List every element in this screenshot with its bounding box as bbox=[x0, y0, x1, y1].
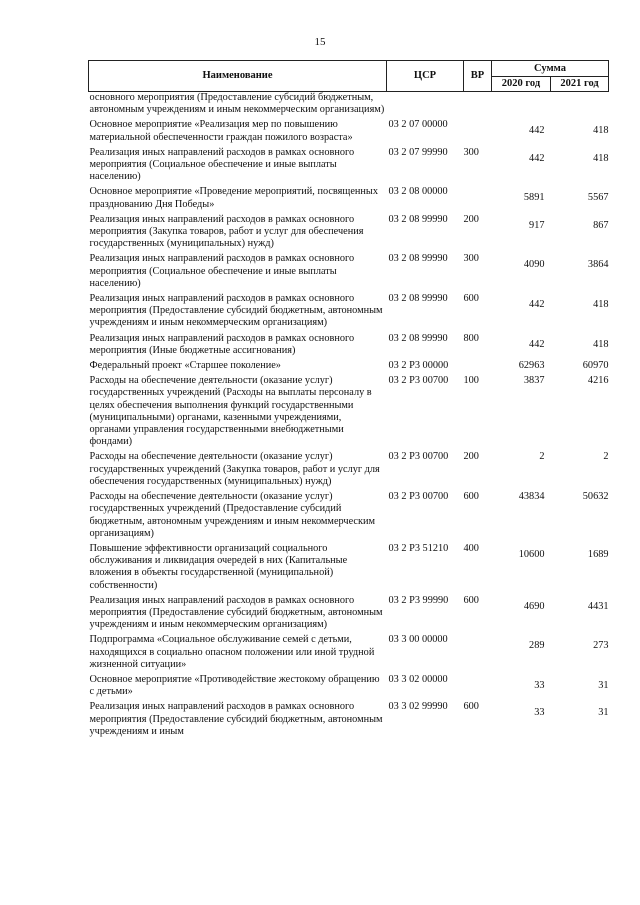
row-vr-cell: 300 bbox=[463, 253, 479, 265]
row-vr-cell: 300 bbox=[463, 146, 479, 158]
row-vr-cell: 800 bbox=[463, 332, 479, 344]
row-csr-cell: 03 2 P3 00700 bbox=[388, 491, 449, 503]
row-vr-cell bbox=[464, 186, 492, 213]
row-sum-2020-cell: 442 bbox=[529, 152, 545, 164]
row-sum-2021-cell bbox=[551, 92, 609, 120]
row-sum-2021-cell: 5567 bbox=[587, 192, 609, 204]
row-sum-2020-cell: 33 bbox=[534, 679, 545, 691]
row-sum-2021-cell: 273 bbox=[593, 640, 609, 652]
row-name-cell: Расходы на обеспечение деятельности (оказание услуг) государственных учреждений (Закупка товаров, работ и услуг для обеспечения государственных (муниципальных) нужд) bbox=[89, 451, 380, 487]
table-row bbox=[89, 293, 609, 333]
row-name-cell: Подпрограмма «Социальное обслуживание семей с детьми, находящихся в социально опасном положении или иной трудной жизненной ситуации» bbox=[89, 634, 375, 670]
table-row bbox=[89, 92, 609, 120]
row-sum-2020-cell: 33 bbox=[534, 707, 545, 719]
row-sum-2020-cell: 289 bbox=[529, 640, 545, 652]
table-row bbox=[89, 674, 609, 701]
budget-table bbox=[88, 60, 609, 741]
row-sum-2021-cell: 1689 bbox=[587, 548, 609, 560]
row-name-cell: Основное мероприятие «Реализация мер по повышению материальной обеспеченности граждан пожилого возраста» bbox=[89, 119, 353, 143]
row-name-cell: Реализация иных направлений расходов в рамках основного мероприятия (Социальное обеспечение и иные выплаты населению) bbox=[89, 146, 355, 183]
row-csr-cell: 03 2 08 99990 bbox=[388, 253, 448, 265]
table-row bbox=[89, 119, 609, 146]
row-csr-cell: 03 2 07 99990 bbox=[388, 146, 448, 158]
row-name-cell: Реализация иных направлений расходов в рамках основного мероприятия (Социальное обеспечение и иные выплаты населению) bbox=[89, 253, 355, 289]
row-sum-2020-cell: 4690 bbox=[523, 600, 545, 612]
row-csr-cell: 03 2 08 99990 bbox=[388, 213, 448, 225]
row-vr-cell: 100 bbox=[463, 375, 479, 387]
row-sum-2021-cell: 418 bbox=[593, 338, 609, 350]
row-csr-cell: 03 2 P3 99990 bbox=[388, 594, 449, 606]
row-name-cell: Реализация иных направлений расходов в рамках основного мероприятия (Предоставление субсидий бюджетным, автономным учреждениям и иным некоммерческим организациям) bbox=[89, 594, 383, 631]
header-vr: ВР bbox=[464, 61, 492, 92]
row-csr-cell: 03 3 02 99990 bbox=[388, 701, 448, 713]
row-vr-cell bbox=[464, 119, 492, 146]
table-row bbox=[89, 186, 609, 213]
table-row bbox=[89, 701, 609, 741]
row-name-cell: Федеральный проект «Старшее поколение» bbox=[89, 360, 281, 372]
header-year-2021: 2021 год bbox=[551, 77, 609, 92]
row-name-cell: Основное мероприятие «Проведение мероприятий, посвященных празднованию Дня Победы» bbox=[89, 186, 378, 210]
table-row bbox=[89, 491, 609, 543]
row-sum-2021-cell: 418 bbox=[593, 152, 609, 164]
row-csr-cell: 03 2 07 00000 bbox=[388, 119, 448, 131]
row-vr-cell: 600 bbox=[463, 293, 479, 305]
row-name-cell: Расходы на обеспечение деятельности (оказание услуг) государственных учреждений (Расходы на выплаты персоналу в целях обеспечения выполнения функций государственными (муниципальными) органами, казенными учреждениями, органами управления государственными внебюджетными фондами) bbox=[89, 375, 372, 448]
row-name-cell: Реализация иных направлений расходов в рамках основного мероприятия (Иные бюджетные ассигнования) bbox=[89, 332, 355, 356]
row-sum-2020-cell: 442 bbox=[529, 299, 545, 311]
row-name-cell: Реализация иных направлений расходов в рамках основного мероприятия (Предоставление субсидий бюджетным, автономным учреждениям и иным некоммерческим организациям) bbox=[89, 293, 383, 329]
header-csr: ЦСР bbox=[387, 61, 464, 92]
row-csr-cell: 03 2 P3 00000 bbox=[388, 360, 449, 372]
row-vr-cell: 600 bbox=[463, 594, 479, 606]
header-year-2020: 2020 год bbox=[492, 77, 551, 92]
row-name-cell: основного мероприятия (Предоставление субсидий бюджетным, автономным учреждениям и иным некоммерческим организациям) bbox=[89, 92, 385, 116]
table-row bbox=[89, 147, 609, 187]
row-sum-2020-cell: 4090 bbox=[523, 259, 545, 271]
header-sum: Сумма bbox=[492, 61, 609, 77]
table-row bbox=[89, 543, 609, 595]
table-body bbox=[89, 92, 609, 741]
row-sum-2020-cell: 442 bbox=[529, 125, 545, 137]
row-sum-2020-cell: 3837 bbox=[523, 375, 545, 387]
table-header bbox=[89, 61, 609, 92]
table-row bbox=[89, 360, 609, 375]
row-vr-cell bbox=[464, 92, 492, 120]
row-name-cell: Основное мероприятие «Противодействие жестокому обращению с детьми» bbox=[89, 673, 380, 698]
table-row bbox=[89, 375, 609, 451]
row-sum-2020-cell: 5891 bbox=[523, 192, 545, 204]
row-vr-cell: 200 bbox=[463, 213, 479, 225]
row-sum-2020-cell: 62963 bbox=[518, 360, 545, 372]
row-name-cell: Реализация иных направлений расходов в рамках основного мероприятия (Предоставление субсидий бюджетным, автономным учреждениям и иным bbox=[89, 701, 383, 737]
row-sum-2020-cell: 917 bbox=[529, 219, 545, 231]
row-name-cell: Расходы на обеспечение деятельности (оказание услуг) государственных учреждений (Предоставление субсидий бюджетным, автономным учреждениям и иным некоммерческим организациям) bbox=[89, 491, 376, 539]
row-csr-cell: 03 2 08 99990 bbox=[388, 293, 448, 305]
row-sum-2021-cell: 867 bbox=[593, 219, 609, 231]
row-sum-2021-cell: 60970 bbox=[582, 360, 609, 372]
row-sum-2020-cell: 2 bbox=[539, 451, 545, 463]
row-vr-cell bbox=[464, 674, 492, 701]
row-sum-2020-cell: 43834 bbox=[518, 491, 545, 503]
row-sum-2021-cell: 4431 bbox=[587, 600, 609, 612]
table-row bbox=[89, 214, 609, 254]
page-number: 15 bbox=[314, 36, 326, 48]
row-sum-2021-cell: 2 bbox=[603, 451, 609, 463]
row-sum-2020-cell bbox=[492, 92, 551, 120]
row-vr-cell bbox=[464, 360, 492, 375]
row-sum-2021-cell: 50632 bbox=[582, 491, 609, 503]
row-vr-cell: 400 bbox=[463, 542, 479, 554]
budget-table-wrapper bbox=[88, 60, 608, 741]
row-csr-cell: 03 2 08 00000 bbox=[388, 186, 448, 198]
row-csr-cell: 03 3 00 00000 bbox=[388, 634, 448, 646]
row-sum-2021-cell: 31 bbox=[598, 679, 609, 691]
row-sum-2021-cell: 4216 bbox=[587, 375, 609, 387]
row-csr-cell: 03 2 P3 51210 bbox=[388, 542, 449, 554]
row-sum-2021-cell: 31 bbox=[598, 707, 609, 719]
table-row bbox=[89, 634, 609, 674]
table-row bbox=[89, 451, 609, 491]
row-name-cell: Повышение эффективности организаций социального обслуживания и ликвидация очередей в них (Капитальные вложения в объекты государственной (муниципальной) собственности) bbox=[89, 542, 348, 591]
table-row bbox=[89, 333, 609, 360]
row-vr-cell: 200 bbox=[463, 451, 479, 463]
row-vr-cell bbox=[464, 634, 492, 674]
table-row bbox=[89, 253, 609, 293]
row-csr-cell: 03 2 P3 00700 bbox=[388, 375, 449, 387]
row-name-cell: Реализация иных направлений расходов в рамках основного мероприятия (Закупка товаров, работ и услуг для обеспечения государственных (муниципальных) нужд) bbox=[89, 213, 364, 250]
row-csr-cell: 03 3 02 00000 bbox=[388, 673, 448, 685]
row-vr-cell: 600 bbox=[463, 491, 479, 503]
row-csr-cell: 03 2 P3 00700 bbox=[388, 451, 449, 463]
row-sum-2021-cell: 3864 bbox=[587, 259, 609, 271]
row-csr-cell: 03 2 08 99990 bbox=[388, 332, 448, 344]
row-sum-2021-cell: 418 bbox=[593, 299, 609, 311]
row-sum-2020-cell: 10600 bbox=[518, 548, 545, 560]
table-row bbox=[89, 595, 609, 635]
row-vr-cell: 600 bbox=[463, 701, 479, 713]
row-sum-2021-cell: 418 bbox=[593, 125, 609, 137]
header-name: Наименование bbox=[89, 61, 387, 92]
row-sum-2020-cell: 442 bbox=[529, 338, 545, 350]
row-csr-cell bbox=[387, 92, 464, 120]
